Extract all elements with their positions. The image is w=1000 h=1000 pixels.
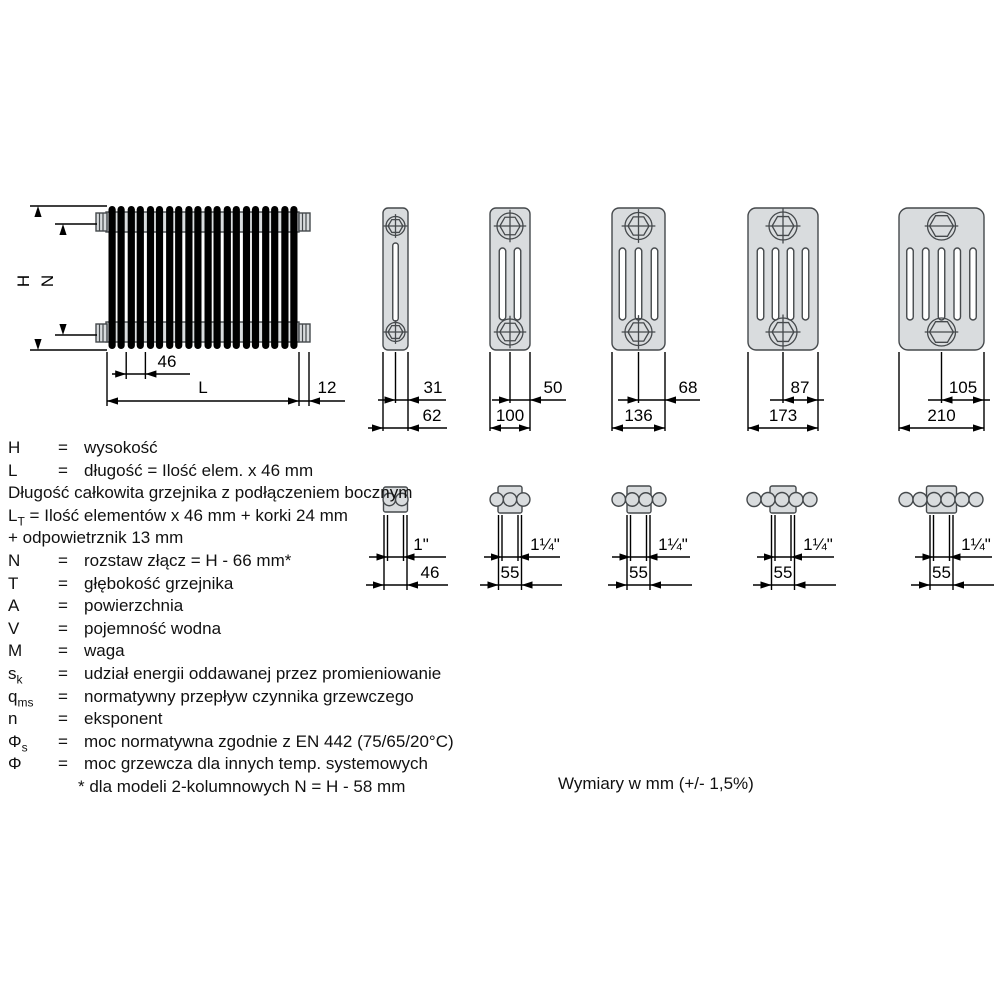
dim-label-connection: 1¼" [658,535,688,554]
dim-label-pitch: 55 [773,563,793,582]
legend-row: Φ = moc grzewcza dla innych temp. systemowych [8,754,428,774]
legend-row: L = długość = Ilość elem. x 46 mm [8,460,314,480]
legend-row: + odpowietrznik 13 mm [8,528,184,548]
front-view-radiator [96,206,310,349]
legend-row: $\Phi_s$ = moc normatywna zgodnie z EN 442 (75/65/20°C) [8,731,454,755]
dim-label-pitch: 55 [932,563,951,582]
legend-footnote: * dla modeli 2-kolumnowych N = H - 58 mm [78,776,406,796]
dim-label-connection: 1" [413,535,429,554]
dim-label-connection: 1¼" [961,535,991,554]
side-view-5col-dimensions [748,352,824,432]
top-view-6col [899,486,983,513]
legend-row: Długość całkowita grzejnika z podłączeniem bocznym [8,483,413,503]
legend-row: H = wysokość [8,438,158,457]
dim-label-depth: 62 [422,406,442,425]
side-view-2col-dimensions [368,352,447,432]
side-view-4col [612,208,665,350]
top-view-6col-dimensions [911,515,994,590]
dim-label-element-width: 46 [157,352,177,371]
dim-label-depth: 100 [495,406,525,425]
legend-row: N = rozstaw złącz = H - 66 mm* [8,550,292,570]
dim-label-pitch: 55 [500,563,520,582]
dim-label-half-depth: 68 [678,378,698,397]
dim-label-connection: 1¼" [530,535,560,554]
dim-label-half-depth: 105 [948,378,978,397]
side-view-4col-dimensions [612,352,700,432]
dim-label-height: H [14,274,33,288]
side-view-3col [490,208,530,350]
dimensions-note: Wymiary w mm (+/- 1,5%) [558,774,754,793]
legend-row: n = eksponent [8,709,163,729]
side-view-6col-dimensions [899,352,990,432]
top-view-4col-dimensions [608,515,692,590]
dim-label-spacing: N [38,274,57,288]
side-view-6col [899,208,984,350]
side-view-5col [748,208,818,350]
dim-label-connection: 1¼" [803,535,833,554]
side-view-3col-dimensions [490,352,566,432]
legend-row: $s_k$ = udział energii oddawanej przez promieniowanie [8,663,442,687]
legend-row: V = pojemność wodna [8,618,222,638]
legend-row: M = waga [8,641,125,661]
dim-label-half-depth: 31 [423,378,443,397]
legend-row: $q_{ms}$ = normatywny przepływ czynnika grzewczego [8,686,414,709]
dim-label-half-depth: 87 [790,378,810,397]
top-view-5col-dimensions [753,515,836,590]
top-view-5col [747,486,817,513]
dim-label-depth: 210 [927,406,956,425]
side-view-2col [383,208,408,350]
dim-label-extension: 12 [317,378,337,397]
dim-label-depth: 136 [624,406,653,425]
dim-label-length: L [198,378,208,397]
legend-row: $L_T$ = Ilość elementów x 46 mm + korki 24 mm [8,505,348,529]
legend-row: T = głębokość grzejnika [8,573,234,593]
dim-label-depth: 173 [768,406,798,425]
top-view-4col [612,486,666,513]
legend-row: A = powierzchnia [8,596,184,616]
dim-label-half-depth: 50 [543,378,563,397]
dim-label-pitch: 55 [629,563,648,582]
dim-label-pitch: 46 [420,563,440,582]
legend [8,437,548,799]
